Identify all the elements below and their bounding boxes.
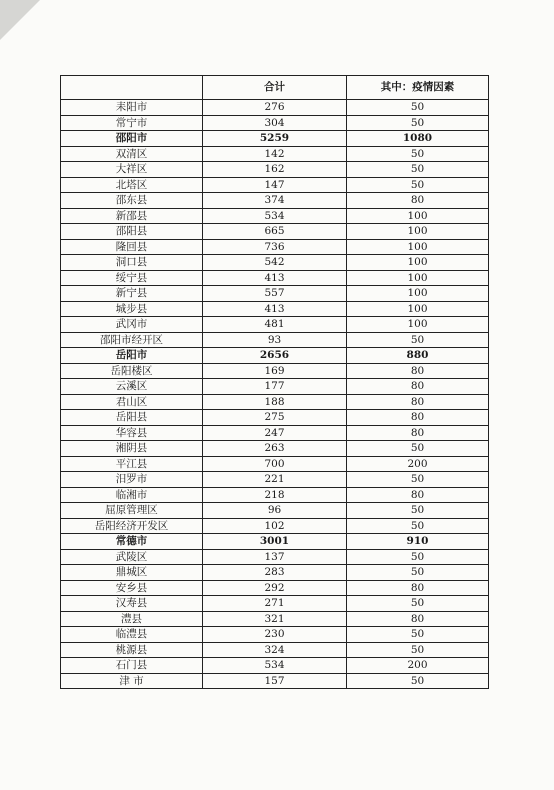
region-cell: 汉寿县 <box>61 596 203 612</box>
region-cell: 耒阳市 <box>61 100 203 116</box>
total-cell: 275 <box>203 410 347 426</box>
table-row <box>61 673 489 689</box>
epidemic-cell: 50 <box>347 565 489 581</box>
table-row <box>61 162 489 178</box>
region-cell: 石门县 <box>61 658 203 674</box>
region-cell: 云溪区 <box>61 379 203 395</box>
table-row <box>61 193 489 209</box>
epidemic-cell: 1080 <box>347 131 489 147</box>
total-cell: 736 <box>203 239 347 255</box>
total-cell: 276 <box>203 100 347 116</box>
epidemic-cell: 100 <box>347 224 489 240</box>
total-cell: 93 <box>203 332 347 348</box>
epidemic-cell: 80 <box>347 580 489 596</box>
epidemic-cell: 80 <box>347 611 489 627</box>
total-cell: 218 <box>203 487 347 503</box>
epidemic-cell: 50 <box>347 472 489 488</box>
region-cell: 常德市 <box>61 534 203 550</box>
epidemic-cell: 200 <box>347 456 489 472</box>
epidemic-cell: 100 <box>347 239 489 255</box>
header-total: 合计 <box>203 76 347 100</box>
table-row <box>61 224 489 240</box>
epidemic-cell: 80 <box>347 425 489 441</box>
total-cell: 96 <box>203 503 347 519</box>
table-row <box>61 487 489 503</box>
total-cell: 137 <box>203 549 347 565</box>
epidemic-cell: 200 <box>347 658 489 674</box>
region-cell: 邵阳市经开区 <box>61 332 203 348</box>
total-cell: 162 <box>203 162 347 178</box>
epidemic-cell: 50 <box>347 627 489 643</box>
table-row <box>61 472 489 488</box>
table-row <box>61 596 489 612</box>
region-cell: 安乡县 <box>61 580 203 596</box>
epidemic-cell: 50 <box>347 162 489 178</box>
table-row <box>61 518 489 534</box>
table-row <box>61 115 489 131</box>
epidemic-cell: 80 <box>347 363 489 379</box>
region-cell: 邵阳县 <box>61 224 203 240</box>
table-row <box>61 627 489 643</box>
epidemic-cell: 80 <box>347 193 489 209</box>
region-cell: 临湘市 <box>61 487 203 503</box>
region-cell: 岳阳经济开发区 <box>61 518 203 534</box>
table-row <box>61 348 489 364</box>
epidemic-cell: 50 <box>347 332 489 348</box>
table-row <box>61 425 489 441</box>
region-cell: 常宁市 <box>61 115 203 131</box>
total-cell: 271 <box>203 596 347 612</box>
table-row <box>61 131 489 147</box>
total-cell: 292 <box>203 580 347 596</box>
table-row <box>61 332 489 348</box>
region-cell: 武冈市 <box>61 317 203 333</box>
table-row <box>61 456 489 472</box>
region-cell: 平江县 <box>61 456 203 472</box>
region-cell: 武陵区 <box>61 549 203 565</box>
total-cell: 142 <box>203 146 347 162</box>
total-cell: 230 <box>203 627 347 643</box>
table-row <box>61 146 489 162</box>
table-row <box>61 301 489 317</box>
epidemic-cell: 100 <box>347 317 489 333</box>
table-row <box>61 441 489 457</box>
table-row <box>61 658 489 674</box>
epidemic-cell: 80 <box>347 394 489 410</box>
epidemic-cell: 50 <box>347 642 489 658</box>
epidemic-cell: 50 <box>347 673 489 689</box>
epidemic-cell: 100 <box>347 255 489 271</box>
total-cell: 3001 <box>203 534 347 550</box>
region-cell: 湘阴县 <box>61 441 203 457</box>
total-cell: 169 <box>203 363 347 379</box>
table-row <box>61 208 489 224</box>
epidemic-cell: 50 <box>347 518 489 534</box>
epidemic-cell: 50 <box>347 596 489 612</box>
epidemic-cell: 100 <box>347 301 489 317</box>
region-cell: 鼎城区 <box>61 565 203 581</box>
table-row <box>61 410 489 426</box>
allocation-table <box>60 75 489 689</box>
epidemic-cell: 50 <box>347 441 489 457</box>
total-cell: 247 <box>203 425 347 441</box>
table-row <box>61 534 489 550</box>
epidemic-cell: 100 <box>347 286 489 302</box>
region-cell: 城步县 <box>61 301 203 317</box>
epidemic-cell: 50 <box>347 115 489 131</box>
region-cell: 岳阳楼区 <box>61 363 203 379</box>
total-cell: 321 <box>203 611 347 627</box>
table-row <box>61 565 489 581</box>
region-cell: 君山区 <box>61 394 203 410</box>
folded-corner <box>0 0 40 40</box>
table-row <box>61 363 489 379</box>
epidemic-cell: 50 <box>347 146 489 162</box>
total-cell: 188 <box>203 394 347 410</box>
total-cell: 534 <box>203 208 347 224</box>
total-cell: 324 <box>203 642 347 658</box>
epidemic-cell: 50 <box>347 549 489 565</box>
epidemic-cell: 50 <box>347 100 489 116</box>
table-row <box>61 503 489 519</box>
table-row <box>61 549 489 565</box>
region-cell: 屈原管理区 <box>61 503 203 519</box>
total-cell: 665 <box>203 224 347 240</box>
total-cell: 542 <box>203 255 347 271</box>
table-row <box>61 394 489 410</box>
region-cell: 洞口县 <box>61 255 203 271</box>
total-cell: 5259 <box>203 131 347 147</box>
region-cell: 双清区 <box>61 146 203 162</box>
region-cell: 津 市 <box>61 673 203 689</box>
region-cell: 岳阳市 <box>61 348 203 364</box>
table-row <box>61 270 489 286</box>
epidemic-cell: 910 <box>347 534 489 550</box>
table-row <box>61 611 489 627</box>
table-row <box>61 100 489 116</box>
total-cell: 177 <box>203 379 347 395</box>
table-row <box>61 580 489 596</box>
region-cell: 华容县 <box>61 425 203 441</box>
table-row <box>61 317 489 333</box>
header-epidemic: 其中：疫情因素 <box>347 76 489 100</box>
total-cell: 374 <box>203 193 347 209</box>
total-cell: 413 <box>203 270 347 286</box>
table-row <box>61 239 489 255</box>
region-cell: 大祥区 <box>61 162 203 178</box>
total-cell: 102 <box>203 518 347 534</box>
epidemic-cell: 100 <box>347 208 489 224</box>
epidemic-cell: 50 <box>347 177 489 193</box>
epidemic-cell: 80 <box>347 379 489 395</box>
region-cell: 桃源县 <box>61 642 203 658</box>
total-cell: 304 <box>203 115 347 131</box>
region-cell: 临澧县 <box>61 627 203 643</box>
epidemic-cell: 880 <box>347 348 489 364</box>
header-region <box>61 76 203 100</box>
total-cell: 283 <box>203 565 347 581</box>
total-cell: 147 <box>203 177 347 193</box>
epidemic-cell: 80 <box>347 410 489 426</box>
region-cell: 北塔区 <box>61 177 203 193</box>
region-cell: 邵东县 <box>61 193 203 209</box>
epidemic-cell: 100 <box>347 270 489 286</box>
table-row <box>61 642 489 658</box>
total-cell: 413 <box>203 301 347 317</box>
total-cell: 534 <box>203 658 347 674</box>
epidemic-cell: 50 <box>347 503 489 519</box>
region-cell: 岳阳县 <box>61 410 203 426</box>
total-cell: 700 <box>203 456 347 472</box>
total-cell: 557 <box>203 286 347 302</box>
table-row <box>61 177 489 193</box>
table-row <box>61 286 489 302</box>
table-row <box>61 379 489 395</box>
total-cell: 481 <box>203 317 347 333</box>
region-cell: 邵阳市 <box>61 131 203 147</box>
total-cell: 221 <box>203 472 347 488</box>
region-cell: 新邵县 <box>61 208 203 224</box>
region-cell: 汨罗市 <box>61 472 203 488</box>
region-cell: 绥宁县 <box>61 270 203 286</box>
region-cell: 澧县 <box>61 611 203 627</box>
total-cell: 2656 <box>203 348 347 364</box>
table-row <box>61 255 489 271</box>
total-cell: 157 <box>203 673 347 689</box>
total-cell: 263 <box>203 441 347 457</box>
epidemic-cell: 80 <box>347 487 489 503</box>
region-cell: 隆回县 <box>61 239 203 255</box>
table-header-row <box>61 76 489 100</box>
region-cell: 新宁县 <box>61 286 203 302</box>
